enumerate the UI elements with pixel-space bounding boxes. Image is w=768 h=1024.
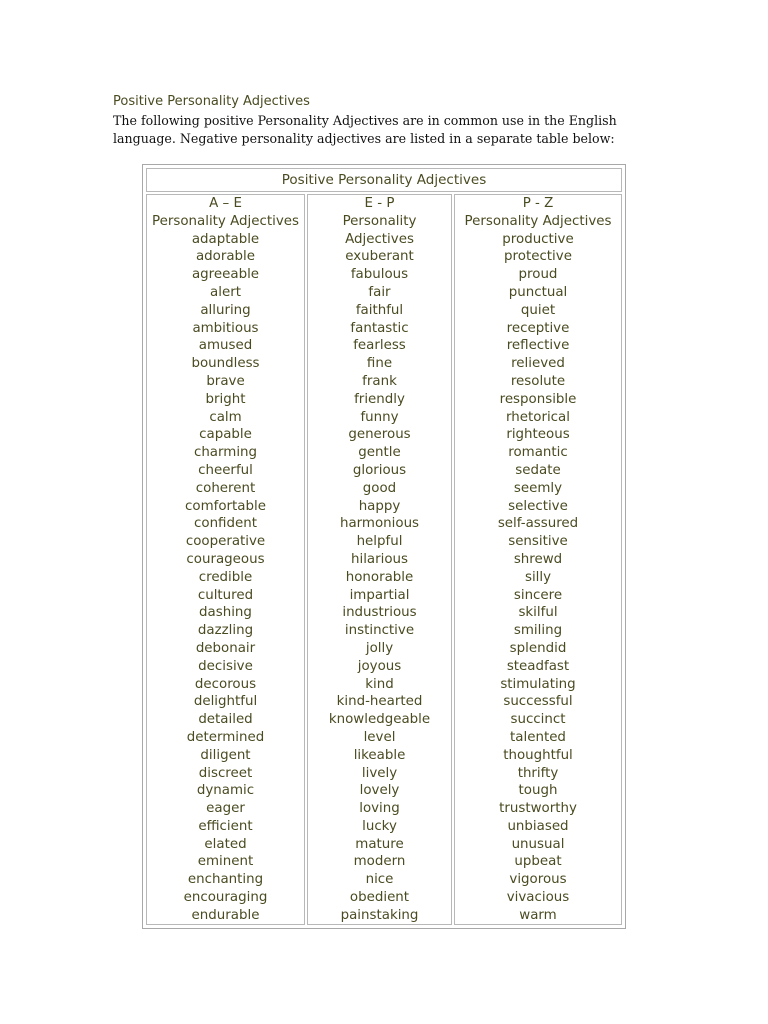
adjective-item: knowledgeable <box>328 712 431 728</box>
adjective-item: adorable <box>195 249 256 265</box>
adjective-item: courageous <box>186 551 265 567</box>
adjective-item: credible <box>198 569 253 585</box>
adjective-item: confident <box>194 516 257 532</box>
adjective-item: delightful <box>193 694 258 710</box>
adjective-item: encouraging <box>183 890 268 906</box>
adjective-item: diligent <box>200 747 251 763</box>
adjective-item: gentle <box>358 445 401 461</box>
adjective-item: dazzling <box>197 623 254 639</box>
adjective-item: agreeable <box>191 267 260 283</box>
adjective-item: honorable <box>345 569 414 585</box>
adjective-item: romantic <box>508 445 568 461</box>
adjective-item: coherent <box>195 480 256 496</box>
adjective-item: fine <box>366 356 393 372</box>
adjective-item: faithful <box>355 302 404 318</box>
adjective-item: alert <box>210 284 241 300</box>
column-e-p <box>307 194 452 925</box>
adjective-item: sensitive <box>508 534 568 550</box>
adjective-item: capable <box>199 427 252 443</box>
intro-paragraph <box>113 112 653 148</box>
adjective-item: helpful <box>356 534 403 550</box>
adjective-item: dynamic <box>196 783 255 799</box>
adjective-item: self-assured <box>497 516 579 532</box>
adjective-item: splendid <box>509 640 567 656</box>
adjective-item: vivacious <box>506 890 570 906</box>
adjective-item: seemly <box>513 480 563 496</box>
adjective-item: selective <box>508 498 568 514</box>
adjective-item: lively <box>361 765 398 781</box>
adjective-item: thrifty <box>517 765 559 781</box>
adjective-item: determined <box>186 729 265 745</box>
adjective-item: steadfast <box>506 658 570 674</box>
adjective-item: eminent <box>197 854 254 870</box>
adjective-item: tough <box>518 783 558 799</box>
column-p-z <box>454 194 622 925</box>
adjective-item: alluring <box>200 302 251 318</box>
adjective-item: trustworthy <box>499 801 577 817</box>
adjective-item: happy <box>358 498 401 514</box>
column-header-line: Personality Adjectives <box>464 213 612 229</box>
column-header-line: A – E <box>209 196 242 211</box>
adjective-item: cheerful <box>198 462 253 478</box>
adjective-item: good <box>362 480 397 496</box>
adjective-item: decorous <box>194 676 257 692</box>
adjective-item: thoughtful <box>503 747 573 763</box>
adjective-item: comfortable <box>185 498 266 514</box>
adjective-item: fair <box>368 284 391 300</box>
adjective-item: harmonious <box>339 516 420 532</box>
adjective-item: level <box>363 729 396 745</box>
adjective-item: enchanting <box>187 872 264 888</box>
adjective-item: generous <box>348 427 411 443</box>
adjective-item: modern <box>353 854 406 870</box>
adjective-item: efficient <box>198 818 253 834</box>
adjective-item: eager <box>206 801 245 817</box>
adjective-item: fearless <box>353 338 406 354</box>
adjective-item: smiling <box>513 623 563 639</box>
adjective-item: shrewd <box>513 551 563 567</box>
adjective-item: silly <box>524 569 552 585</box>
adjective-item: productive <box>502 231 574 247</box>
adjective-item: detailed <box>198 712 253 728</box>
intro-line-1: The following positive Personality Adjectives are in common use in the English <box>113 113 617 128</box>
adjective-item: friendly <box>354 391 405 407</box>
column-header-line: Personality <box>342 213 417 229</box>
adjective-item: talented <box>510 729 566 745</box>
adjective-item: relieved <box>511 356 565 372</box>
adjective-item: nice <box>365 872 394 888</box>
adjective-item: reflective <box>506 338 570 354</box>
adjective-item: boundless <box>191 356 260 372</box>
adjective-item: fantastic <box>350 320 409 336</box>
adjective-item: protective <box>504 249 572 265</box>
adjective-item: lovely <box>359 783 400 799</box>
adjective-item: frank <box>362 373 397 389</box>
adjective-item: industrious <box>342 605 417 621</box>
adjective-item: joyous <box>357 658 402 674</box>
adjectives-table <box>142 164 626 929</box>
adjective-item: quiet <box>520 302 556 318</box>
adjective-item: debonair <box>195 640 256 656</box>
adjective-item: likeable <box>353 747 406 763</box>
adjective-item: successful <box>503 694 573 710</box>
adjective-item: sedate <box>515 462 561 478</box>
adjective-item: rhetorical <box>506 409 570 425</box>
adjective-item: exuberant <box>345 249 414 265</box>
adjective-item: stimulating <box>500 676 576 692</box>
adjective-item: skilful <box>518 605 558 621</box>
adjective-item: instinctive <box>344 623 415 639</box>
adjective-item: brave <box>206 373 245 389</box>
adjective-item: succinct <box>510 712 566 728</box>
adjective-item: jolly <box>365 640 394 656</box>
adjective-item: kind-hearted <box>336 694 423 710</box>
adjective-item: discreet <box>198 765 253 781</box>
adjective-item: glorious <box>352 462 407 478</box>
adjective-item: responsible <box>499 391 577 407</box>
adjective-item: ambitious <box>192 320 259 336</box>
table-title: Positive Personality Adjectives <box>146 168 622 192</box>
adjective-item: cooperative <box>185 534 266 550</box>
adjective-item: mature <box>355 836 404 852</box>
adjective-item: receptive <box>506 320 570 336</box>
adjective-item: vigorous <box>509 872 567 888</box>
adjective-item: unusual <box>511 836 565 852</box>
adjective-item: upbeat <box>514 854 562 870</box>
adjective-item: endurable <box>191 907 260 923</box>
adjective-item: loving <box>359 801 400 817</box>
section-heading: Positive Personality Adjectives <box>113 94 310 109</box>
adjective-item: punctual <box>508 284 568 300</box>
adjective-item: obedient <box>349 890 410 906</box>
adjective-item: warm <box>519 907 557 923</box>
adjective-item: unbiased <box>507 818 569 834</box>
adjective-item: fabulous <box>350 267 409 283</box>
adjective-item: lucky <box>362 818 397 834</box>
intro-line-2: language. Negative personality adjectives are listed in a separate table below: <box>113 131 615 146</box>
adjective-item: calm <box>209 409 242 425</box>
adjective-item: kind <box>365 676 394 692</box>
adjective-item: decisive <box>198 658 253 674</box>
column-header-line: Adjectives <box>345 231 414 247</box>
adjective-item: cultured <box>197 587 254 603</box>
adjective-item: proud <box>518 267 558 283</box>
column-header-line: P - Z <box>522 196 554 211</box>
column-a-e <box>146 194 305 925</box>
adjective-item: amused <box>198 338 253 354</box>
adjective-item: bright <box>205 391 246 407</box>
adjective-item: impartial <box>349 587 410 603</box>
column-header-line: E - P <box>364 196 395 211</box>
adjective-item: painstaking <box>340 907 419 923</box>
adjective-item: hilarious <box>350 551 408 567</box>
adjective-item: dashing <box>199 605 252 621</box>
adjective-item: sincere <box>513 587 563 603</box>
adjective-item: elated <box>204 836 247 852</box>
adjective-item: resolute <box>510 373 566 389</box>
adjective-item: adaptable <box>191 231 260 247</box>
adjective-item: righteous <box>506 427 570 443</box>
adjective-item: funny <box>360 409 399 425</box>
adjective-item: charming <box>193 445 258 461</box>
column-header-line: Personality Adjectives <box>152 213 299 229</box>
